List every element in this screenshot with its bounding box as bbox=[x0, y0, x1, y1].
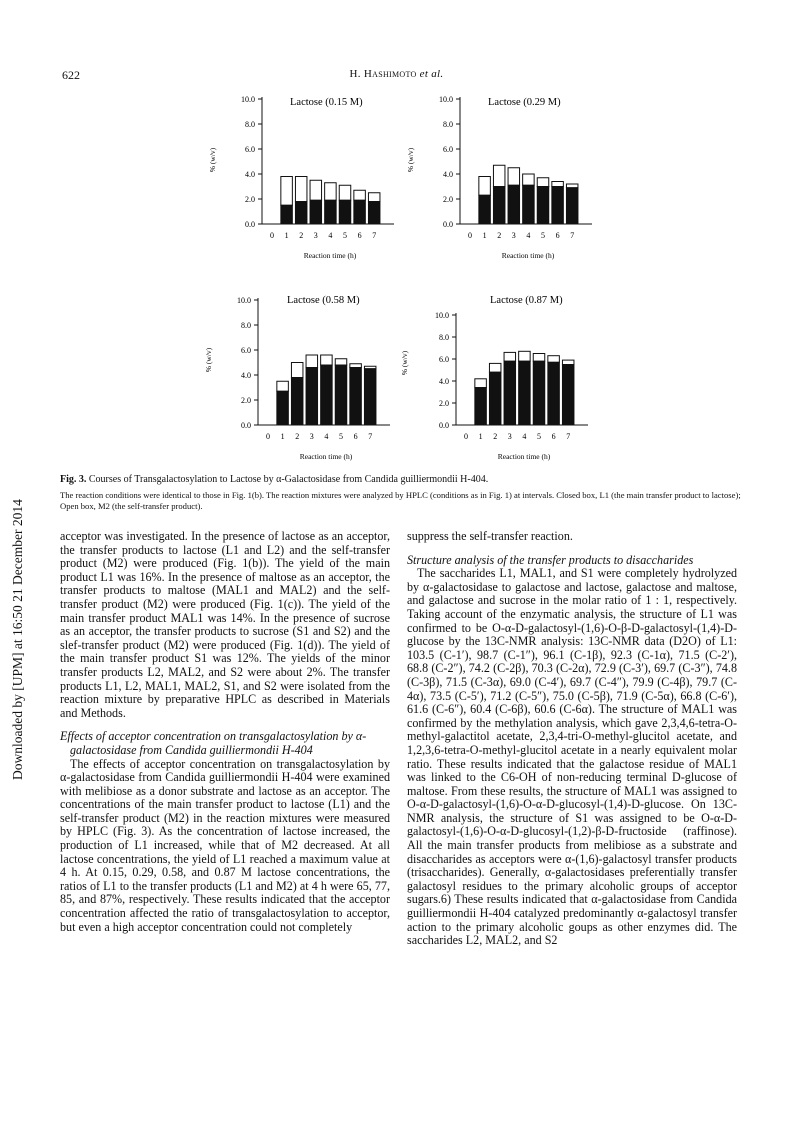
y-tick-label: 2.0 bbox=[439, 399, 449, 408]
chart-panel-2 bbox=[406, 95, 592, 260]
bar-l1 bbox=[537, 187, 549, 225]
x-axis-label: Reaction time (h) bbox=[299, 452, 353, 461]
bar-m2 bbox=[523, 174, 535, 185]
x-axis-label: Reaction time (h) bbox=[303, 251, 357, 260]
y-tick-label: 6.0 bbox=[245, 145, 255, 154]
bar-m2 bbox=[277, 381, 289, 391]
bar-m2 bbox=[291, 363, 303, 378]
bar-m2 bbox=[281, 177, 293, 206]
bar-m2 bbox=[310, 180, 322, 200]
bar-l1 bbox=[508, 185, 520, 224]
bar-l1 bbox=[321, 365, 333, 425]
left-column bbox=[60, 530, 390, 934]
y-tick-label: 0.0 bbox=[439, 421, 449, 430]
bar-m2 bbox=[537, 178, 549, 187]
x-tick-label: 1 bbox=[284, 231, 289, 240]
bar-m2 bbox=[552, 182, 564, 187]
bar-m2 bbox=[354, 190, 366, 200]
bar-l1 bbox=[310, 200, 322, 224]
x-tick-label: 4 bbox=[324, 432, 329, 441]
bar-l1 bbox=[335, 365, 347, 425]
caption-note: The reaction conditions were identical to those in Fig. 1(b). The reaction mixtures were analyzed by HPLC (conditions as in Fig. 1) at intervals. Closed box, L1 (the main transfer product to lactose); Open box, M2 (the self-transfer product). bbox=[60, 490, 741, 511]
bar-l1 bbox=[306, 368, 318, 426]
caption-label: Fig. 3. bbox=[60, 474, 87, 485]
bar-l1 bbox=[552, 187, 564, 225]
x-axis-label: Reaction time (h) bbox=[497, 452, 551, 461]
bar-l1 bbox=[523, 185, 535, 224]
y-tick-label: 6.0 bbox=[241, 346, 251, 355]
x-tick-label: 6 bbox=[555, 231, 560, 240]
x-tick-label: 7 bbox=[566, 432, 571, 441]
left-paragraph-2: The effects of acceptor concentration on transgalactosylation by α-galactosidase from Candida guilliermondii H-404 were examined with melibiose as a donor substrate and lactose as an acceptor. The concentrations of the main transfer product to lactose (L1) and the self-transfer product (M2) in the reaction mixtures were measured by HPLC (Fig. 3). As the concentration of lactose increased, the production of L1 increased, while that of M2 decreased. At all lactose concentrations, the yield of L1 reached a maximum value at 4 h. At 0.15, 0.29, 0.58, and 0.87 M lactose concentrations, the ratios of L1 to the transfer products (L1 and M2) at 4 h were 65, 77, 85, and 87%, respectively. These results indicated that the acceptor concentration affected the ratio of transgalactosylation to acceptor, but even a high acceptor concentration could not completely bbox=[60, 756, 390, 934]
bar-m2 bbox=[562, 360, 574, 364]
x-tick-label: 5 bbox=[537, 432, 541, 441]
y-tick-label: 4.0 bbox=[241, 371, 251, 380]
bar-l1 bbox=[291, 378, 303, 426]
y-tick-label: 10.0 bbox=[435, 311, 449, 320]
y-tick-label: 8.0 bbox=[439, 333, 449, 342]
bar-m2 bbox=[335, 359, 347, 365]
y-tick-label: 6.0 bbox=[443, 145, 453, 154]
bar-l1 bbox=[519, 361, 531, 425]
y-tick-label: 10.0 bbox=[237, 296, 251, 305]
y-tick-label: 0.0 bbox=[443, 220, 453, 229]
bar-l1 bbox=[562, 365, 574, 426]
x-tick-label: 6 bbox=[551, 432, 556, 441]
x-tick-label: 2 bbox=[299, 231, 304, 240]
bar-m2 bbox=[493, 165, 505, 186]
y-tick-label: 10.0 bbox=[241, 95, 255, 104]
bar-l1 bbox=[479, 195, 491, 224]
y-tick-label: 6.0 bbox=[439, 355, 449, 364]
bar-m2 bbox=[489, 363, 501, 372]
bar-m2 bbox=[533, 354, 545, 362]
y-axis-label: % (w/v) bbox=[400, 350, 409, 376]
x-tick-label: 1 bbox=[482, 231, 487, 240]
y-tick-label: 0.0 bbox=[241, 421, 251, 430]
y-tick-label: 8.0 bbox=[443, 120, 453, 129]
bar-m2 bbox=[519, 351, 531, 361]
panel-title: Lactose (0.15 M) bbox=[290, 97, 363, 108]
bar-l1 bbox=[533, 361, 545, 425]
bar-l1 bbox=[368, 202, 380, 225]
y-tick-label: 4.0 bbox=[439, 377, 449, 386]
bar-m2 bbox=[508, 168, 520, 186]
chart-panel-1 bbox=[208, 95, 394, 260]
bar-l1 bbox=[504, 361, 516, 425]
bar-m2 bbox=[504, 352, 516, 361]
x-tick-label: 3 bbox=[507, 432, 512, 441]
bar-l1 bbox=[295, 202, 307, 225]
right-column bbox=[407, 530, 737, 948]
panel-title: Lactose (0.87 M) bbox=[490, 295, 563, 306]
chart-panel-4 bbox=[400, 295, 588, 461]
bar-m2 bbox=[548, 356, 560, 363]
x-tick-label: 3 bbox=[313, 231, 318, 240]
x-tick-label: 3 bbox=[511, 231, 516, 240]
y-axis-label: % (w/v) bbox=[204, 347, 213, 373]
x-tick-label: 3 bbox=[309, 432, 314, 441]
x-tick-label: 1 bbox=[478, 432, 483, 441]
x-tick-label: 2 bbox=[497, 231, 502, 240]
bar-m2 bbox=[566, 184, 578, 188]
bar-l1 bbox=[364, 369, 376, 425]
download-stamp-text: Downloaded by [UPM] at 16:50 21 December 2014 bbox=[10, 499, 25, 780]
section-heading-acceptor-concentration: Effects of acceptor concentration on transgalactosylation by α-galactosidase from Candida guilliermondii H-404 bbox=[60, 729, 367, 757]
y-tick-label: 2.0 bbox=[443, 195, 453, 204]
y-tick-label: 8.0 bbox=[241, 321, 251, 330]
y-tick-label: 8.0 bbox=[245, 120, 255, 129]
bar-m2 bbox=[350, 364, 362, 368]
panel-title: Lactose (0.58 M) bbox=[287, 295, 360, 306]
x-tick-label: 7 bbox=[570, 231, 575, 240]
page-number: 622 bbox=[62, 68, 80, 82]
bar-l1 bbox=[339, 200, 351, 224]
y-tick-label: 4.0 bbox=[443, 170, 453, 179]
x-tick-label: 0 bbox=[464, 432, 468, 441]
bar-l1 bbox=[489, 372, 501, 425]
bar-l1 bbox=[548, 362, 560, 425]
bar-l1 bbox=[325, 200, 337, 224]
x-tick-label: 5 bbox=[541, 231, 545, 240]
bar-m2 bbox=[475, 379, 487, 388]
panel-title: Lactose (0.29 M) bbox=[488, 97, 561, 108]
x-tick-label: 2 bbox=[493, 432, 498, 441]
running-head-author: H. Hashimoto bbox=[349, 68, 417, 80]
bar-m2 bbox=[321, 355, 333, 365]
right-paragraph-1: suppress the self-transfer reaction. bbox=[407, 529, 573, 543]
chart-panel-3 bbox=[204, 295, 390, 461]
y-tick-label: 2.0 bbox=[241, 396, 251, 405]
x-tick-label: 4 bbox=[328, 231, 333, 240]
x-tick-label: 7 bbox=[368, 432, 373, 441]
y-axis-label: % (w/v) bbox=[208, 147, 217, 173]
bar-m2 bbox=[339, 185, 351, 200]
bar-l1 bbox=[475, 388, 487, 425]
y-axis-label: % (w/v) bbox=[406, 147, 415, 173]
figure-caption bbox=[60, 474, 746, 511]
figure-3 bbox=[0, 0, 793, 470]
caption-title: Courses of Transgalactosylation to Lactose by α-Galactosidase from Candida guilliermondii H-404. bbox=[88, 474, 489, 485]
x-tick-label: 6 bbox=[353, 432, 358, 441]
x-tick-label: 1 bbox=[280, 432, 285, 441]
x-axis-label: Reaction time (h) bbox=[501, 251, 555, 260]
bar-m2 bbox=[306, 355, 318, 368]
bar-m2 bbox=[325, 183, 337, 201]
running-head-etal: et al. bbox=[419, 68, 444, 80]
x-tick-label: 7 bbox=[372, 231, 377, 240]
bar-l1 bbox=[350, 368, 362, 426]
y-tick-label: 4.0 bbox=[245, 170, 255, 179]
x-tick-label: 2 bbox=[295, 432, 300, 441]
x-tick-label: 0 bbox=[266, 432, 270, 441]
bar-l1 bbox=[354, 200, 366, 224]
x-tick-label: 4 bbox=[526, 231, 531, 240]
right-paragraph-2: The saccharides L1, MAL1, and S1 were completely hydrolyzed by α-galactosidase to galactose and lactose, galactose and maltose, and galactose and sucrose in the molar ratio of 1 : 1, respectively. Taking account of the enzymatic analysis, the structure of L1 was confirmed to be O-α-D-galactosyl-(1,6)-O-β-D-galactosyl-(1,4)-D-glucose by the 13C-NMR analysis: 13C-NMR data (D2O) of L1: 103.5 (C-1′), 98.7 (C-1″), 96.1 (C-1β), 92.3 (C-1α), 71.5 (C-2′), 68.8 (C-2″), 74.2 (C-2β), 70.3 (C-2α), 72.9 (C-3′), 69.7 (C-3″), 74.8 (C-3β), 71.5 (C-3α), 69.0 (C-4′), 69.7 (C-4″), 79.9 (C-4β), 79.7 (C-4α), 73.5 (C-5′), 71.2 (C-5″), 75.0 (C-5β), 71.9 (C-5α), 66.8 (C-6′), 61.6 (C-6″), 60.4 (C-6β), 60.6 (C-6α). The structure of MAL1 was confirmed by the methylation analysis, which gave 2,3,4,6-tetra-O-methyl-galactitol acetate, 2,3,4-tri-O-methyl-glucitol acetate, and 1,2,3,6-tetra-O-methyl-glucitol acetate in a nearly equivalent molar ratio. These results indicated that the galactose residue of MAL1 was linked to the C6-OH of non-reducing terminal D-glucose of maltose. From these results, the structure of MAL1 was assigned to O-α-D-galactosyl-(1,6)-O-α-D-glucosyl-(1,4)-D-glucose. On 13C-NMR analysis, the structure of S1 was assigned to be O-α-D-galactosyl-(1,6)-O-α-D-glucosyl-(1,2)-β-D-fructoside (raffinose). All the main transfer products from melibiose as a substrate and disaccharides as acceptors were α-(1,6)-galactosyl transfer products (trisaccharides). Generally, α-galactosidases preferentially transfer galactosyl residues to the primary alcoholic groups of acceptor sugars.6) These results indicated that α-galactosidase from Candida guilliermondii H-404 catalyzed predominantly α-galactosyl transfer action to the primary alcoholic goups as other enzymes did. The saccharides L2, MAL2, and S2 bbox=[407, 566, 737, 948]
left-paragraph-1: acceptor was investigated. In the presence of lactose as an acceptor, the transfer products to lactose (L1 and L2) and the self-transfer product (M2) were produced (Fig. 1(b)). The yield of the main product L1 was 16%. In the presence of maltose as an acceptor, the transfer products to maltose (MAL1 and MAL2) and the self-transfer product (M2) were produced (Fig. 1(c)). The yield of the main transfer product MAL1 was 14%. In the presence of sucrose as an acceptor, the transfer products to sucrose (S1 and S2) and the slef-transfer product (M2) were produced (Fig. 1(d)). The yield of the main transfer product S1 was 12%. The yields of the minor transfer products L2, MAL2, and S2 were about 2%. The transfer products L1, L2, MAL1, MAL2, S1, and S2 were isolated from the reaction mixture by preparative HPLC as described in Materials and Methods. bbox=[60, 529, 390, 720]
x-tick-label: 0 bbox=[270, 231, 274, 240]
download-stamp bbox=[10, 499, 30, 780]
x-tick-label: 0 bbox=[468, 231, 472, 240]
bar-l1 bbox=[493, 187, 505, 225]
bar-m2 bbox=[368, 193, 380, 202]
bar-l1 bbox=[566, 188, 578, 224]
x-tick-label: 5 bbox=[343, 231, 347, 240]
x-tick-label: 4 bbox=[522, 432, 527, 441]
bar-l1 bbox=[277, 391, 289, 425]
x-tick-label: 5 bbox=[339, 432, 343, 441]
section-heading-structure-analysis: Structure analysis of the transfer products to disaccharides bbox=[407, 552, 694, 567]
y-tick-label: 2.0 bbox=[245, 195, 255, 204]
bar-l1 bbox=[281, 205, 293, 224]
x-tick-label: 6 bbox=[357, 231, 362, 240]
y-tick-label: 0.0 bbox=[245, 220, 255, 229]
bar-m2 bbox=[479, 177, 491, 196]
y-tick-label: 10.0 bbox=[439, 95, 453, 104]
bar-m2 bbox=[295, 177, 307, 202]
